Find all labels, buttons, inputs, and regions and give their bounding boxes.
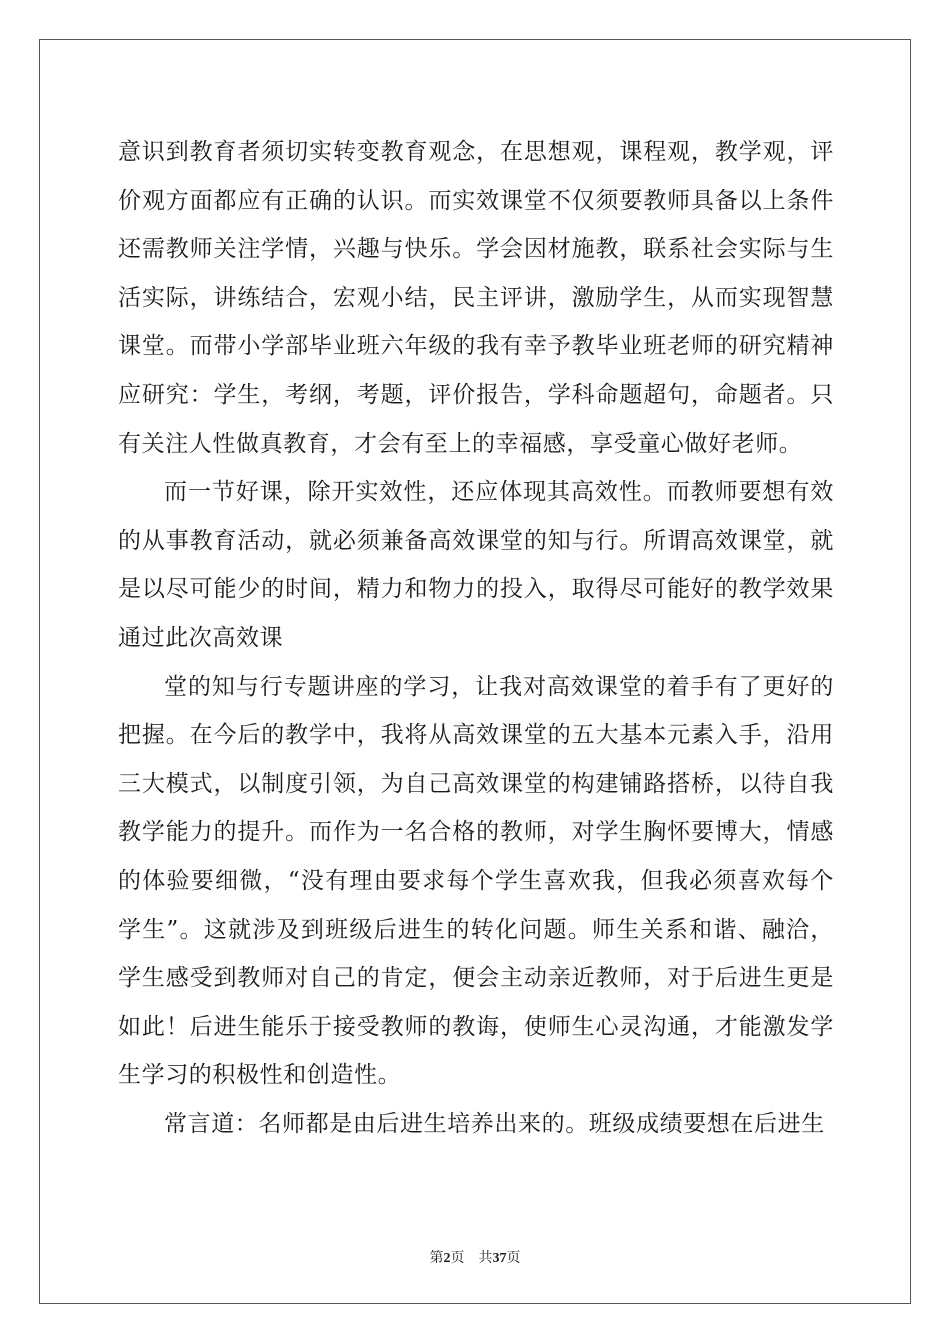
page-indicator: 第2页 [429,1250,465,1266]
total-pages-indicator: 共37页 [478,1250,521,1266]
page-footer [0,1247,950,1267]
document-body [118,128,834,1148]
paragraph-2: 而一节好课，除开实效性，还应体现其高效性。而教师要想有效的从事教育活动，就必须兼备高效课堂的知与行。所谓高效课堂，就是以尽可能少的时间，精力和物力的投入，取得尽可能好的教学效果通过此次高效课 [118,479,834,651]
paragraph-4: 常言道：名师都是由后进生培养出来的。班级成绩要想在后进生 [164,1110,825,1137]
paragraph-3: 堂的知与行专题讲座的学习，让我对高效课堂的着手有了更好的把握。在今后的教学中，我将从高效课堂的五大基本元素入手，沿用三大模式，以制度引领，为自己高效课堂的构建铺路搭桥，以待自我教学能力的提升。而作为一名合格的教师，对学生胸怀要博大，情感的体验要细微，“没有理由要求每个学生喜欢我，但我必须喜欢每个学生”。这就涉及到班级后进生的转化问题。师生关系和谐、融洽，学生感受到教师对自己的肯定，便会主动亲近教师，对于后进生更是如此！后进生能乐于接受教师的教诲，使师生心灵沟通，才能激发学生学习的积极性和创造性。 [118,673,834,1089]
total-pages: 37 [492,1251,507,1266]
page-number: 2 [443,1251,451,1266]
paragraph-1: 意识到教育者须切实转变教育观念，在思想观，课程观，教学观，评价观方面都应有正确的认识。而实效课堂不仅须要教师具备以上条件还需教师关注学情，兴趣与快乐。学会因材施教，联系社会实际与生活实际，讲练结合，宏观小结，民主评讲，激励学生，从而实现智慧课堂。而带小学部毕业班六年级的我有幸予教毕业班老师的研究精神应研究：学生，考纲，考题，评价报告，学科命题超句，命题者。只有关注人性做真教育，才会有至上的幸福感，享受童心做好老师。 [118,139,834,457]
